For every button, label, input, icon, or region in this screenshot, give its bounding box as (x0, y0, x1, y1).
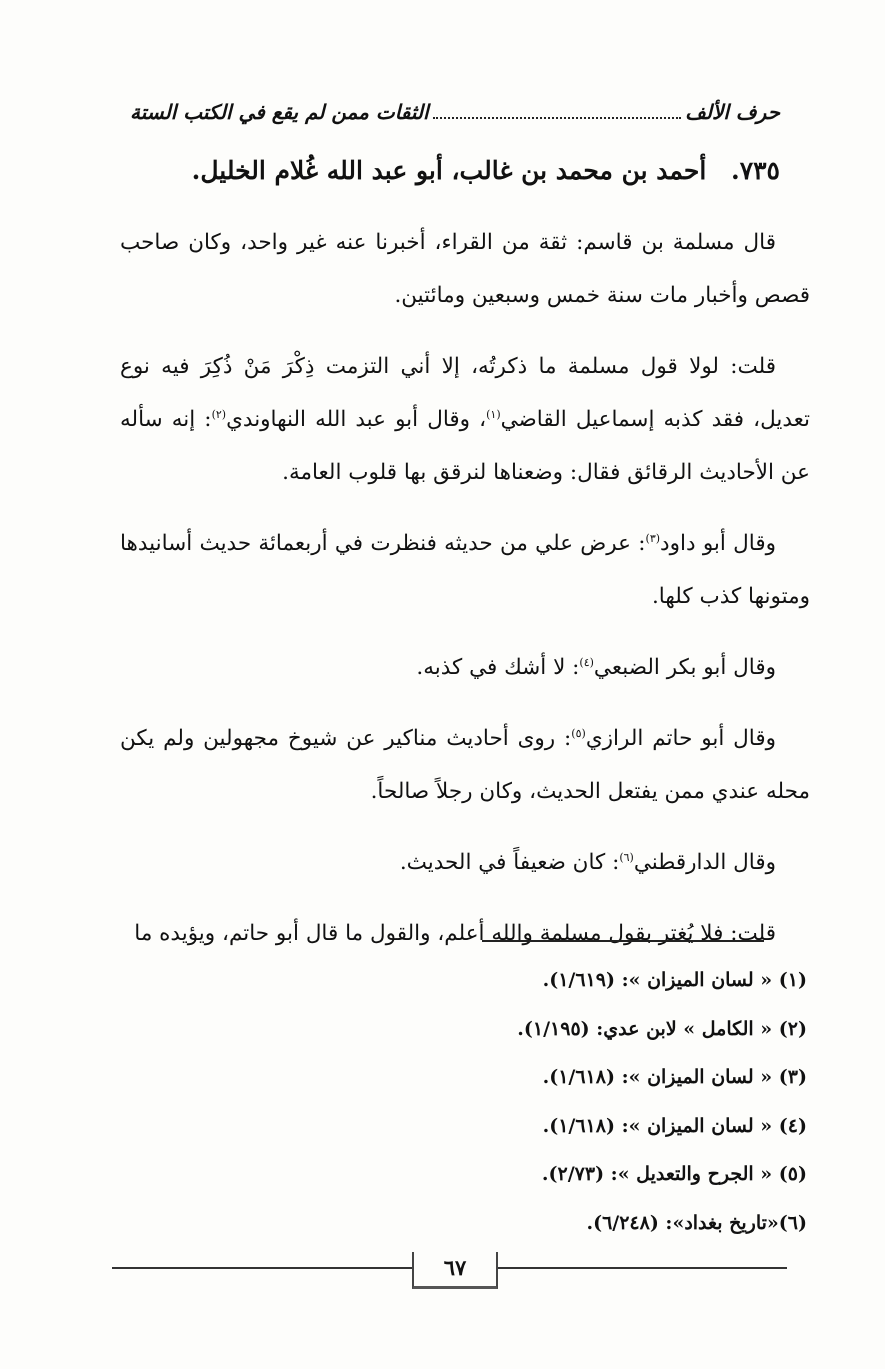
footnote-2: (٢) « الكامل » لابن عدي: (١/١٩٥). (517, 1017, 807, 1040)
footnote-ref-1: (١) (486, 407, 501, 421)
footnote-separator (482, 940, 764, 942)
footnotes (387, 956, 807, 1247)
paragraph-5 (120, 712, 810, 818)
footnote-ref-3: (٣) (645, 531, 661, 545)
header-section: حرف الألف (685, 100, 780, 124)
footnote-4: (٤) « لسان الميزان »: (١/٦١٨). (542, 1114, 807, 1137)
footnote-ref-5: (٥) (571, 726, 586, 740)
footnote-3: (٣) « لسان الميزان »: (١/٦١٨). (542, 1066, 807, 1088)
header-book-title: الثقات ممن لم يقع في الكتب الستة (130, 100, 429, 124)
entry-heading (140, 156, 780, 185)
paragraph-6 (120, 836, 810, 889)
running-header (130, 100, 780, 124)
paragraph-6-part-b: : كان ضعيفاً في الحديث. (399, 850, 620, 875)
paragraph-2-part-c: : إنه سأله عن الأحاديث الرقائق فقال: وضعناها لنرقق بها قلوب العامة. (120, 407, 810, 485)
footnote-5: (٥) « الجرح والتعديل »: (٢/٧٣). (541, 1163, 807, 1185)
entry-number: ٧٣٥. (730, 156, 780, 185)
paragraph-7: قلت: فلا يُغتر بقول مسلمة والله أعلم، والقول ما قال أبو حاتم، ويؤيده ما (134, 921, 776, 946)
page-number: ٦٧ (412, 1252, 498, 1289)
paragraph-3-part-b: : عرض علي من حديثه فنظرت في أربعمائة حديث أسانيدها ومتونها كذب كلها. (120, 531, 810, 609)
paragraph-1: قال مسلمة بن قاسم: ثقة من القراء، أخبرنا عنه غير واحد، وكان صاحب قصص وأخبار مات سنة خمس وسبعين ومائتين. (120, 230, 810, 308)
paragraph-4-part-a: وقال أبو بكر الضبعي (593, 655, 776, 680)
paragraph-4-part-b: : لا أشك في كذبه. (416, 655, 580, 680)
paragraph-6-part-a: وقال الدارقطني (633, 850, 776, 875)
entry-title: أحمد بن محمد بن غالب، أبو عبد الله غُلام الخليل. (191, 156, 707, 185)
footnote-1: (١) « لسان الميزان »: (١/٦١٩). (542, 969, 807, 991)
paragraph-3-part-a: وقال أبو داود (660, 531, 776, 556)
paragraph-4 (120, 641, 810, 694)
footnote-ref-2: (٢) (211, 407, 227, 421)
footnote-ref-6: (٦) (619, 850, 634, 864)
header-dot-leader (433, 116, 682, 119)
footnote-6: (٦)«تاريخ بغداد»: (٦/٢٤٨). (586, 1211, 807, 1234)
paragraph-2 (120, 340, 810, 499)
paragraph-2-part-a: قلت: لولا قول مسلمة ما ذكرتُه، إلا أني التزمت ذِكْرَ مَنْ ذُكِرَ فيه نوع تعديل، فقد كذبه إسماعيل القاضي (120, 354, 811, 432)
entry-body (120, 216, 810, 978)
paragraph-2-part-b: ، وقال أبو عبد الله النهاوندي (226, 407, 487, 432)
footnote-ref-4: (٤) (579, 655, 594, 669)
paragraph-3 (120, 517, 810, 623)
paragraph-5-part-a: وقال أبو حاتم الرازي (585, 726, 776, 751)
paragraph-5-part-b: : روى أحاديث مناكير عن شيوخ مجهولين ولم يكن محله عندي ممن يفتعل الحديث، وكان رجلاً صالحاً. (120, 726, 810, 804)
